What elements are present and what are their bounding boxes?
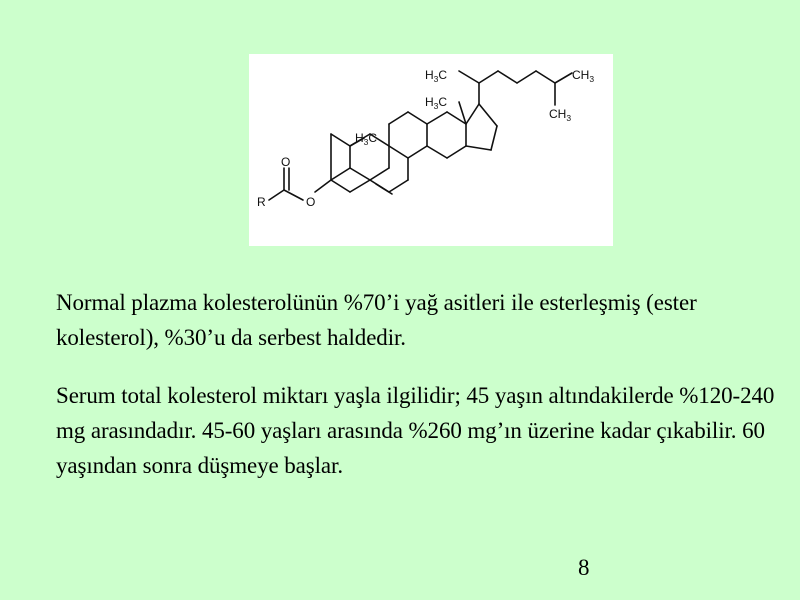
bond (389, 146, 408, 158)
bond (331, 168, 350, 180)
bond (491, 126, 497, 150)
ch3-right-bottom-label: $CH_3$ (549, 107, 572, 123)
bond (389, 112, 408, 124)
bond (331, 134, 350, 146)
bond (555, 73, 572, 83)
bond (408, 146, 427, 158)
bond (536, 71, 555, 83)
bond (479, 104, 497, 126)
cholesterol-ester-structure (249, 54, 613, 246)
ester-bond (284, 190, 303, 200)
bond (479, 71, 498, 83)
carbonyl-oxygen-label: O (281, 155, 291, 169)
bond (427, 112, 447, 124)
cholesterol-esterification-paragraph: Normal plazma kolesterolünün %70’i yağ asitleri ile esterleşmiş (ester kolesterol), %30’u da serbest haldedir. (56, 290, 697, 350)
bond (408, 112, 427, 124)
double-bond (376, 184, 392, 194)
molecule-labels (257, 68, 594, 209)
serum-cholesterol-paragraph: Serum total kolesterol miktarı yaşla ilgilidir; 45 yaşın altındakilerde %120-240 mg arasındadır. 45-60 yaşları arasında %260 mg’ın üzerine kadar çıkabilir. 60 yaşından sonra düşmeye başlar. (56, 383, 775, 478)
bond (427, 146, 447, 158)
bond (331, 180, 350, 192)
bond (389, 180, 408, 192)
ch3-top-left-label: $H_3C$ (425, 68, 448, 84)
r-group-bond (269, 190, 284, 200)
bond (350, 168, 370, 180)
r-group-label: R (257, 195, 266, 209)
bond (370, 168, 389, 180)
ch3-mid-label: $H_3C$ (425, 95, 448, 111)
bond (350, 180, 370, 192)
page-number: 8 (578, 555, 590, 580)
ester-oxygen-label: O (306, 195, 316, 209)
bond (498, 71, 517, 83)
ch3-right-top-label: $CH_3$ (572, 68, 595, 84)
structural-formula-diagram (249, 54, 613, 246)
bond (517, 71, 536, 83)
ch3-left-label: $H_3C$ (355, 131, 378, 147)
bond (459, 71, 479, 83)
bond (466, 104, 479, 124)
bond (447, 146, 466, 158)
bond (466, 146, 491, 150)
molecule-bonds (269, 71, 572, 200)
ester-oxygen-bond (315, 180, 331, 192)
